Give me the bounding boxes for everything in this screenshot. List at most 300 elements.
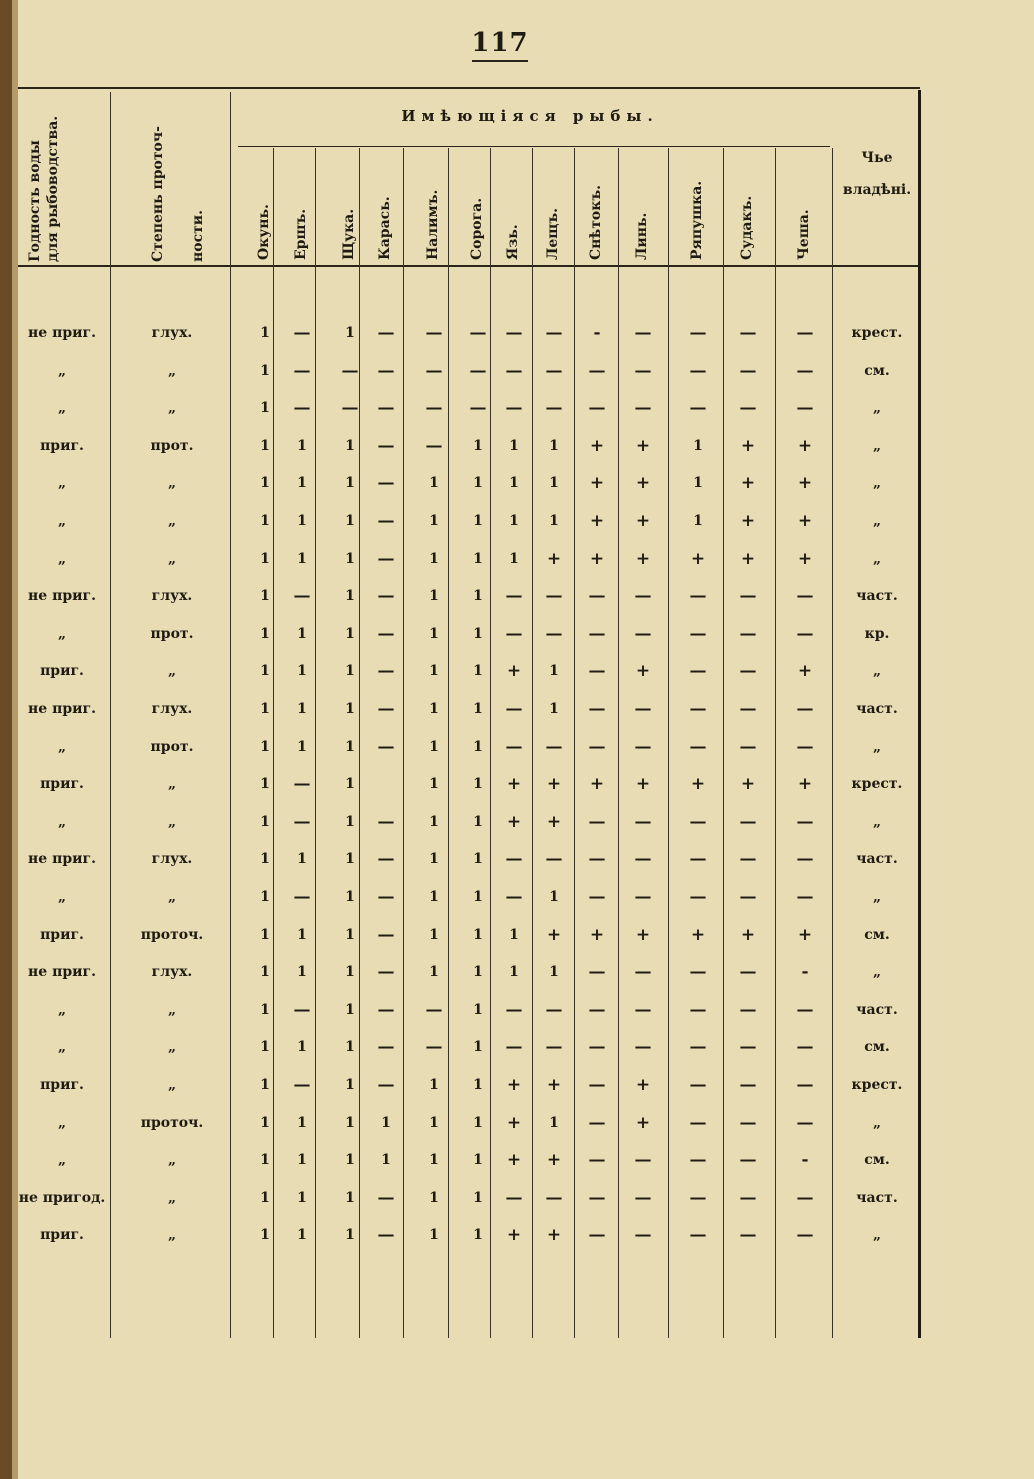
fish-cell: — — [377, 473, 395, 494]
fish-cell: 1 — [260, 776, 270, 793]
fish-cell: 1 — [429, 813, 439, 830]
fish-cell: — — [545, 586, 563, 607]
fish-cell: — — [505, 699, 523, 719]
water-suitability-cell: приг. — [40, 1077, 84, 1093]
fish-cell: — — [634, 849, 652, 870]
table-row — [0, 540, 1034, 578]
fish-cell: + — [690, 548, 706, 569]
fish-cell: — — [689, 887, 707, 907]
water-suitability-cell: „ — [57, 550, 67, 567]
fish-cell: 1 — [429, 851, 439, 868]
owner-cell: част. — [856, 1001, 898, 1018]
fish-cell: — — [796, 699, 814, 719]
owner-cell: „ — [872, 813, 882, 830]
fish-cell: — — [341, 398, 359, 419]
table-row — [0, 878, 1034, 916]
fish-cell: — — [689, 1187, 707, 1208]
fish-cell: — — [739, 623, 757, 644]
fish-cell: 1 — [509, 513, 519, 529]
fish-cell: 1 — [473, 550, 483, 567]
fish-cell: — — [293, 323, 311, 343]
fish-cell: — — [588, 849, 606, 870]
fish-cell: — — [545, 1037, 563, 1058]
fish-cell: + — [635, 661, 651, 682]
owner-cell: „ — [872, 1227, 882, 1244]
fish-cell: + — [506, 1112, 522, 1133]
table-row — [0, 953, 1034, 991]
owner-cell: см. — [864, 1152, 890, 1169]
fish-cell: 1 — [297, 550, 307, 567]
fish-cell: 1 — [345, 513, 355, 529]
fish-cell: — — [293, 586, 311, 607]
fish-cell: — — [505, 586, 523, 607]
fish-cell: — — [377, 548, 395, 569]
fish-cell: 1 — [297, 475, 307, 492]
fish-cell: — — [425, 435, 443, 456]
fish-cell: 1 — [473, 851, 483, 868]
fish-cell: + — [740, 924, 756, 945]
fish-cell: — — [505, 398, 523, 419]
fish-cell: 1 — [429, 1227, 439, 1244]
water-suitability-cell: „ — [57, 889, 67, 905]
fish-cell: — — [469, 323, 487, 343]
fish-cell: — — [588, 811, 606, 832]
fish-cell: 1 — [429, 625, 439, 642]
fish-cell: 1 — [345, 701, 355, 717]
fish-cell: 1 — [473, 889, 483, 905]
fish-cell: 1 — [297, 625, 307, 642]
fish-cell: + — [506, 1150, 522, 1171]
fish-cell: — — [689, 699, 707, 719]
fish-cell: — — [796, 1187, 814, 1208]
fish-cell: + — [690, 924, 706, 945]
fish-cell: + — [797, 548, 813, 569]
fish-cell: + — [797, 661, 813, 682]
fish-cell: — — [796, 1112, 814, 1133]
fish-cell: + — [546, 1225, 562, 1246]
flow-degree-cell: „ — [167, 550, 177, 567]
fish-cell: 1 — [345, 475, 355, 492]
fish-cell: 1 — [509, 475, 519, 492]
fish-cell: — — [739, 1112, 757, 1133]
header-owner-line1: Чье — [861, 150, 893, 166]
owner-cell: см. — [864, 1039, 890, 1056]
water-suitability-cell: приг. — [40, 776, 84, 793]
fish-cell: — — [588, 1037, 606, 1058]
water-suitability-cell: „ — [57, 513, 67, 529]
table-row — [0, 765, 1034, 803]
fish-header-6: Язь. — [505, 224, 521, 260]
table-row — [0, 427, 1034, 465]
flow-degree-cell: прот. — [150, 738, 194, 755]
header-flow-degree — [138, 112, 218, 262]
flow-degree-cell: прот. — [150, 437, 194, 454]
fish-cell: 1 — [345, 1001, 355, 1018]
fish-cell: — — [689, 999, 707, 1020]
fish-cell: — — [505, 887, 523, 907]
fish-cell: — — [689, 1037, 707, 1058]
water-suitability-cell: „ — [57, 475, 67, 492]
fish-cell: + — [589, 511, 605, 531]
fish-cell: + — [740, 511, 756, 531]
fish-cell: + — [589, 548, 605, 569]
owner-cell: крест. — [851, 776, 903, 793]
fish-cell: + — [506, 811, 522, 832]
table-row — [0, 1066, 1034, 1104]
fish-cell: — — [634, 811, 652, 832]
fish-cell: 1 — [260, 1001, 270, 1018]
fish-cell: 1 — [260, 926, 270, 943]
fish-cell: — — [293, 360, 311, 381]
fish-cell: — — [545, 398, 563, 419]
fish-cell: — — [689, 323, 707, 343]
fish-cell: — — [545, 360, 563, 381]
fish-cell: — — [634, 323, 652, 343]
fish-cell: 1 — [549, 889, 559, 905]
fish-cell: 1 — [260, 625, 270, 642]
fish-header-3: Карась. — [377, 196, 393, 260]
fish-cell: 1 — [381, 1152, 391, 1169]
header-flow-line1: Степень проточ- — [150, 126, 166, 262]
fish-cell: — — [377, 586, 395, 607]
fish-cell: 1 — [345, 663, 355, 680]
fish-cell: — — [469, 398, 487, 419]
fish-cell: — — [634, 360, 652, 381]
fish-cell: 1 — [297, 1039, 307, 1056]
water-suitability-cell: не пригод. — [18, 1189, 106, 1206]
fish-cell: — — [634, 1150, 652, 1171]
fish-cell: — — [634, 623, 652, 644]
fish-cell: 1 — [429, 1152, 439, 1169]
fish-cell: — — [425, 398, 443, 419]
fish-cell: — — [545, 623, 563, 644]
table-row — [0, 314, 1034, 352]
fish-cell: - — [593, 323, 601, 343]
fish-cell: — — [545, 849, 563, 870]
water-suitability-cell: „ — [57, 400, 67, 417]
fish-cell: 1 — [473, 1077, 483, 1093]
fish-cell: 1 — [297, 926, 307, 943]
owner-cell: „ — [872, 437, 882, 454]
fish-cell: + — [546, 924, 562, 945]
fish-cell: — — [377, 398, 395, 419]
owner-cell: част. — [856, 851, 898, 868]
fish-cell: — — [505, 849, 523, 870]
fish-cell: + — [740, 548, 756, 569]
owner-cell: крест. — [851, 325, 903, 341]
fish-cell: — — [588, 1150, 606, 1171]
fish-cell: 1 — [260, 701, 270, 717]
water-suitability-cell: приг. — [40, 1227, 84, 1244]
fish-cell: — — [689, 1075, 707, 1095]
fish-cell: 1 — [345, 1152, 355, 1169]
fish-cell: — — [588, 1112, 606, 1133]
fish-cell: — — [377, 661, 395, 682]
table-row — [0, 1104, 1034, 1142]
fish-cell: — — [796, 1075, 814, 1095]
fish-cell: 1 — [260, 964, 270, 981]
fish-cell: — — [377, 1075, 395, 1095]
table-row — [0, 464, 1034, 502]
fish-cell: 1 — [473, 926, 483, 943]
fish-cell: — — [588, 962, 606, 983]
fish-cell: — — [377, 1225, 395, 1246]
fish-cell: 1 — [473, 1114, 483, 1131]
fish-cell: 1 — [429, 964, 439, 981]
fish-cell: — — [689, 736, 707, 757]
fish-cell: + — [589, 774, 605, 795]
fish-cell: — — [689, 1225, 707, 1246]
fish-cell: 1 — [429, 701, 439, 717]
fish-cell: — — [689, 1150, 707, 1171]
fish-cell: 1 — [345, 889, 355, 905]
fish-cell: 1 — [473, 738, 483, 755]
fish-cell: 1 — [260, 1152, 270, 1169]
fish-cell: 1 — [297, 738, 307, 755]
fish-cell: — — [634, 962, 652, 983]
table-row — [0, 728, 1034, 766]
flow-degree-cell: „ — [167, 362, 177, 379]
fish-cell: — — [634, 1187, 652, 1208]
water-suitability-cell: приг. — [40, 926, 84, 943]
header-owner-line2: владѣні. — [842, 182, 912, 198]
fish-cell: 1 — [260, 738, 270, 755]
flow-degree-cell: глух. — [151, 964, 193, 981]
fish-cell: — — [689, 398, 707, 419]
fish-cell: — — [293, 774, 311, 795]
water-suitability-cell: „ — [57, 1001, 67, 1018]
fish-cell: — — [588, 661, 606, 682]
fish-header-2: Щука. — [341, 208, 357, 260]
fish-cell: — — [739, 999, 757, 1020]
fish-cell: 1 — [345, 1227, 355, 1244]
fish-cell: — — [634, 736, 652, 757]
fish-cell: — — [739, 360, 757, 381]
fish-cell: 1 — [345, 1189, 355, 1206]
fish-cell: — — [377, 323, 395, 343]
fish-cell: — — [739, 811, 757, 832]
fish-cell: — — [505, 623, 523, 644]
fish-header-12: Чеша. — [796, 209, 812, 260]
fish-cell: — — [588, 1187, 606, 1208]
fish-cell: 1 — [509, 926, 519, 943]
fish-cell: 1 — [429, 889, 439, 905]
fish-cell: — — [739, 661, 757, 682]
fish-cell: — — [377, 887, 395, 907]
fish-cell: 1 — [509, 437, 519, 454]
fish-cell: — — [505, 360, 523, 381]
fish-cell: — — [545, 1187, 563, 1208]
fish-cell: 1 — [345, 964, 355, 981]
fish-cell: — — [588, 1075, 606, 1095]
table-row — [0, 577, 1034, 615]
fish-cell: — — [796, 323, 814, 343]
fish-cell: — — [689, 1112, 707, 1133]
fish-cell: — — [739, 1225, 757, 1246]
fish-cell: 1 — [260, 400, 270, 417]
table-row — [0, 389, 1034, 427]
water-suitability-cell: не приг. — [28, 588, 96, 605]
fish-cell: 1 — [260, 437, 270, 454]
fish-cell: — — [634, 887, 652, 907]
fish-cell: 1 — [260, 475, 270, 492]
fish-cell: 1 — [429, 1189, 439, 1206]
fish-cell: — — [796, 887, 814, 907]
fish-cell: + — [546, 548, 562, 569]
fish-cell: + — [506, 661, 522, 682]
fish-cell: + — [635, 774, 651, 795]
fish-cell: — — [377, 511, 395, 531]
fish-cell: — — [588, 999, 606, 1020]
fish-cell: — — [634, 1225, 652, 1246]
fish-cell: — — [377, 360, 395, 381]
fish-cell: 1 — [297, 964, 307, 981]
fish-cell: 1 — [429, 513, 439, 529]
water-suitability-cell: „ — [57, 1114, 67, 1131]
fish-header-7: Лещъ. — [545, 207, 561, 260]
fish-cell: + — [797, 511, 813, 531]
fish-cell: 1 — [260, 663, 270, 680]
fish-cell: — — [505, 736, 523, 757]
fish-cell: 1 — [693, 513, 703, 529]
fish-cell: — — [588, 1225, 606, 1246]
flow-degree-cell: „ — [167, 1227, 177, 1244]
owner-cell: см. — [864, 362, 890, 379]
fish-cell: — — [739, 323, 757, 343]
fish-header-0: Окунь. — [256, 204, 272, 260]
fish-cell: 1 — [429, 776, 439, 793]
fish-cell: — — [796, 736, 814, 757]
header-owner — [832, 142, 922, 206]
fish-cell: — — [588, 360, 606, 381]
fish-cell: 1 — [297, 701, 307, 717]
owner-cell: „ — [872, 663, 882, 680]
fish-cell: + — [589, 473, 605, 494]
fish-cell: — — [739, 1150, 757, 1171]
table-row — [0, 502, 1034, 540]
fish-cell: — — [377, 962, 395, 983]
fish-cell: — — [588, 699, 606, 719]
fish-cell: 1 — [473, 1227, 483, 1244]
fish-cell: + — [506, 774, 522, 795]
owner-cell: част. — [856, 701, 898, 717]
fish-header-10: Ряпушка. — [689, 180, 705, 260]
fish-cell: + — [546, 1075, 562, 1095]
fish-cell: - — [801, 962, 809, 983]
table-row — [0, 916, 1034, 954]
fish-cell: + — [797, 924, 813, 945]
fish-cell: + — [589, 435, 605, 456]
owner-cell: см. — [864, 926, 890, 943]
flow-degree-cell: прот. — [150, 625, 194, 642]
fish-cell: — — [425, 999, 443, 1020]
fish-cell: — — [293, 811, 311, 832]
water-suitability-cell: „ — [57, 738, 67, 755]
water-suitability-cell: не приг. — [28, 964, 96, 981]
fish-cell: + — [797, 435, 813, 456]
table-top-rule — [18, 87, 920, 89]
water-suitability-cell: не приг. — [28, 851, 96, 868]
fish-cell: — — [739, 586, 757, 607]
fish-cell: 1 — [473, 475, 483, 492]
header-fish-group: Имѣющіяся рыбы. — [401, 107, 659, 125]
fish-cell: + — [797, 774, 813, 795]
header-water-suitability — [26, 115, 62, 262]
fish-cell: 1 — [345, 926, 355, 943]
flow-degree-cell: проточ. — [140, 1114, 204, 1131]
fish-cell: — — [689, 360, 707, 381]
fish-cell: — — [377, 699, 395, 719]
fish-cell: 1 — [260, 362, 270, 379]
fish-cell: — — [505, 1037, 523, 1058]
fish-cell: 1 — [693, 475, 703, 492]
header-bottom-rule — [18, 265, 920, 267]
fish-cell: — — [377, 435, 395, 456]
fish-cell: + — [740, 435, 756, 456]
fish-cell: — — [796, 360, 814, 381]
flow-degree-cell: глух. — [151, 588, 193, 605]
water-suitability-cell: „ — [57, 1039, 67, 1056]
fish-cell: — — [739, 699, 757, 719]
fish-cell: 1 — [473, 813, 483, 830]
fish-group-rule — [238, 146, 830, 147]
fish-cell: + — [635, 1075, 651, 1095]
fish-cell: — — [689, 661, 707, 682]
fish-cell: 1 — [345, 738, 355, 755]
fish-cell: — — [634, 999, 652, 1020]
owner-cell: „ — [872, 513, 882, 529]
fish-cell: + — [740, 774, 756, 795]
fish-cell: 1 — [345, 776, 355, 793]
fish-cell: 1 — [297, 1227, 307, 1244]
fish-header-4: Налимъ. — [425, 189, 441, 260]
fish-cell: + — [546, 774, 562, 795]
fish-cell: — — [739, 736, 757, 757]
fish-cell: — — [796, 1037, 814, 1058]
fish-cell: — — [796, 849, 814, 870]
fish-cell: 1 — [429, 588, 439, 605]
fish-cell: — — [341, 360, 359, 381]
fish-cell: 1 — [297, 1114, 307, 1131]
owner-cell: част. — [856, 588, 898, 605]
fish-cell — [366, 765, 406, 803]
fish-cell: — — [796, 1225, 814, 1246]
fish-cell: — — [425, 323, 443, 343]
fish-cell: — — [796, 999, 814, 1020]
fish-cell: — — [796, 398, 814, 419]
fish-cell: — — [739, 849, 757, 870]
owner-cell: крест. — [851, 1077, 903, 1093]
fish-cell: + — [797, 473, 813, 494]
fish-cell: 1 — [429, 1077, 439, 1093]
fish-cell: — — [293, 999, 311, 1020]
fish-cell: — — [377, 999, 395, 1020]
fish-cell: 1 — [260, 813, 270, 830]
table-row — [0, 1028, 1034, 1066]
fish-cell: 1 — [345, 625, 355, 642]
fish-cell: 1 — [549, 964, 559, 981]
water-suitability-cell: приг. — [40, 437, 84, 454]
fish-cell: 1 — [345, 813, 355, 830]
fish-cell: — — [634, 1037, 652, 1058]
table-row — [0, 1141, 1034, 1179]
fish-cell: 1 — [429, 738, 439, 755]
flow-degree-cell: глух. — [151, 701, 193, 717]
fish-cell: 1 — [549, 513, 559, 529]
flow-degree-cell: „ — [167, 1152, 177, 1169]
fish-cell: + — [635, 548, 651, 569]
fish-cell: 1 — [260, 325, 270, 341]
